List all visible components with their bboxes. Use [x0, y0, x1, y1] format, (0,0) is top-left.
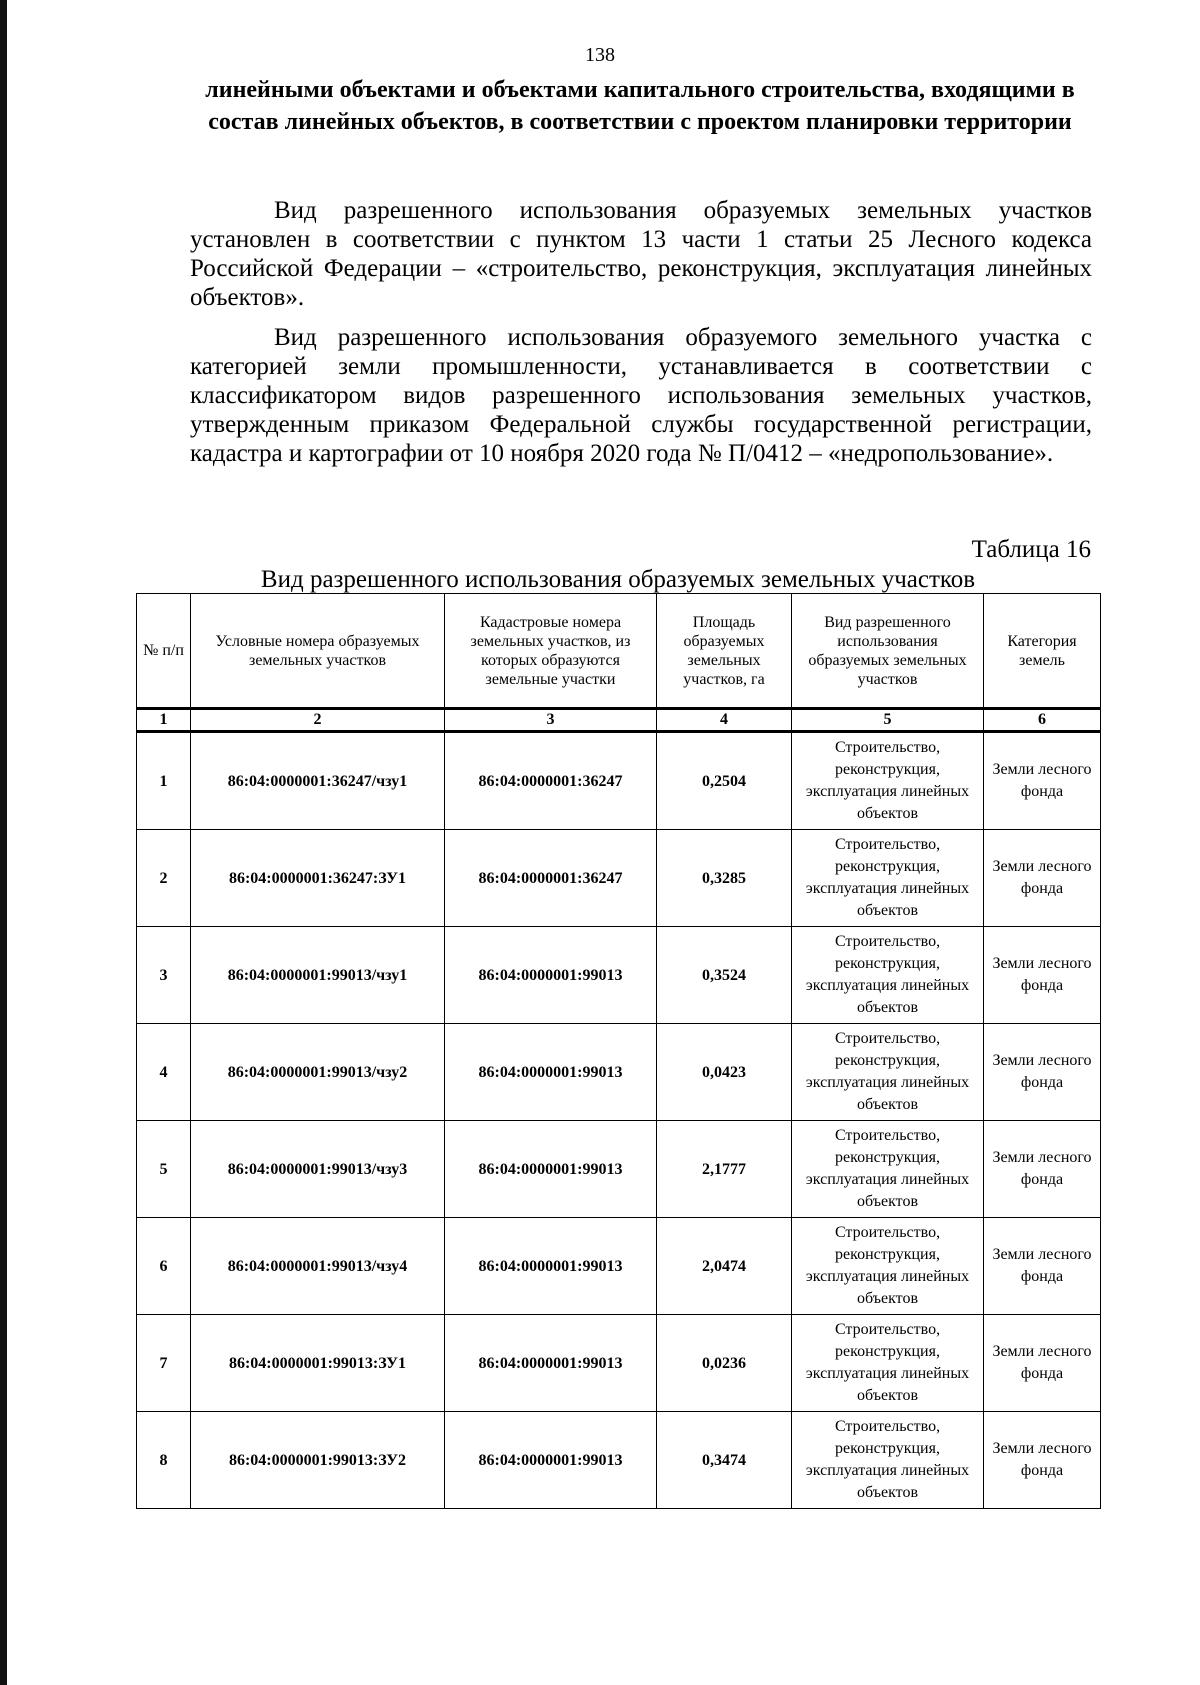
- permitted-use: Строительство, реконструкция, эксплуатация линейных объектов: [792, 1412, 984, 1509]
- row-number: 8: [137, 1412, 191, 1509]
- plot-number: 86:04:0000001:99013/чзу4: [191, 1218, 445, 1315]
- column-number-row: [137, 709, 1101, 732]
- column-number: 2: [191, 709, 445, 732]
- cadastral-number: 86:04:0000001:99013: [445, 1218, 657, 1315]
- plot-area: 2,1777: [657, 1121, 792, 1218]
- plot-area: 0,0423: [657, 1024, 792, 1121]
- row-number: 5: [137, 1121, 191, 1218]
- row-number: 6: [137, 1218, 191, 1315]
- permitted-use: Строительство, реконструкция, эксплуатация линейных объектов: [792, 1315, 984, 1412]
- column-number: 3: [445, 709, 657, 732]
- table-row: [137, 732, 1101, 830]
- header-cell-number: № п/п: [137, 594, 191, 709]
- table-number-label: Таблица 16: [971, 536, 1091, 563]
- table-row: [137, 830, 1101, 927]
- land-category: Земли лесного фонда: [984, 1315, 1101, 1412]
- land-category: Земли лесного фонда: [984, 830, 1101, 927]
- permitted-use: Строительство, реконструкция, эксплуатация линейных объектов: [792, 1218, 984, 1315]
- land-plots-table: [136, 593, 1101, 1509]
- table-row: [137, 927, 1101, 1024]
- cadastral-number: 86:04:0000001:99013: [445, 1024, 657, 1121]
- table-row: [137, 1315, 1101, 1412]
- permitted-use: Строительство, реконструкция, эксплуатация линейных объектов: [792, 1024, 984, 1121]
- plot-area: 0,3474: [657, 1412, 792, 1509]
- header-cell-plot-number: Условные номера образуемых земельных участков: [191, 594, 445, 709]
- row-number: 4: [137, 1024, 191, 1121]
- land-category: Земли лесного фонда: [984, 1412, 1101, 1509]
- plot-area: 0,3524: [657, 927, 792, 1024]
- permitted-use: Строительство, реконструкция, эксплуатация линейных объектов: [792, 732, 984, 830]
- table-row: [137, 1218, 1101, 1315]
- permitted-use: Строительство, реконструкция, эксплуатация линейных объектов: [792, 830, 984, 927]
- table-row: [137, 1121, 1101, 1218]
- land-category: Земли лесного фонда: [984, 1121, 1101, 1218]
- section-heading: линейными объектами и объектами капитального строительства, входящими в состав линейных объектов, в соответствии с проектом планировки территории: [205, 77, 1075, 135]
- plot-number: 86:04:0000001:99013:ЗУ1: [191, 1315, 445, 1412]
- column-number: 5: [792, 709, 984, 732]
- column-number: 6: [984, 709, 1101, 732]
- land-category: Земли лесного фонда: [984, 927, 1101, 1024]
- row-number: 7: [137, 1315, 191, 1412]
- paragraph-2: [190, 323, 1092, 468]
- column-number: 1: [137, 709, 191, 732]
- plot-number: 86:04:0000001:99013:ЗУ2: [191, 1412, 445, 1509]
- plot-area: 0,3285: [657, 830, 792, 927]
- cadastral-number: 86:04:0000001:99013: [445, 1412, 657, 1509]
- land-category: Земли лесного фонда: [984, 732, 1101, 830]
- header-cell-land-category: Категория земель: [984, 594, 1101, 709]
- cadastral-number: 86:04:0000001:99013: [445, 1121, 657, 1218]
- plot-number: 86:04:0000001:36247:ЗУ1: [191, 830, 445, 927]
- row-number: 3: [137, 927, 191, 1024]
- plot-number: 86:04:0000001:36247/чзу1: [191, 732, 445, 830]
- paragraph-1: [190, 196, 1092, 312]
- table-row: [137, 1024, 1101, 1121]
- scan-left-edge: [0, 0, 7, 1685]
- column-number: 4: [657, 709, 792, 732]
- table-title: Вид разрешенного использования образуемых земельных участков: [260, 566, 976, 593]
- header-cell-area: Площадь образуемых земельных участков, га: [657, 594, 792, 709]
- cadastral-number: 86:04:0000001:36247: [445, 830, 657, 927]
- plot-number: 86:04:0000001:99013/чзу3: [191, 1121, 445, 1218]
- land-category: Земли лесного фонда: [984, 1024, 1101, 1121]
- plot-number: 86:04:0000001:99013/чзу1: [191, 927, 445, 1024]
- plot-area: 0,2504: [657, 732, 792, 830]
- table-row: [137, 1412, 1101, 1509]
- header-cell-cadastral-number: Кадастровые номера земельных участков, из которых образуются земельные участки: [445, 594, 657, 709]
- row-number: 2: [137, 830, 191, 927]
- permitted-use: Строительство, реконструкция, эксплуатация линейных объектов: [792, 927, 984, 1024]
- plot-number: 86:04:0000001:99013/чзу2: [191, 1024, 445, 1121]
- cadastral-number: 86:04:0000001:99013: [445, 927, 657, 1024]
- header-cell-permitted-use: Вид разрешенного использования образуемых земельных участков: [792, 594, 984, 709]
- row-number: 1: [137, 732, 191, 830]
- page-number: 138: [585, 44, 615, 66]
- cadastral-number: 86:04:0000001:99013: [445, 1315, 657, 1412]
- permitted-use: Строительство, реконструкция, эксплуатация линейных объектов: [792, 1121, 984, 1218]
- plot-area: 2,0474: [657, 1218, 792, 1315]
- cadastral-number: 86:04:0000001:36247: [445, 732, 657, 830]
- land-category: Земли лесного фонда: [984, 1218, 1101, 1315]
- paragraph-1-text: Вид разрешенного использования образуемых земельных участков установлен в соответствии с пунктом 13 части 1 статьи 25 Лесного кодекса Российской Федерации – «строительство, реконструкция, эксплуатация линейных объектов».: [190, 197, 1092, 311]
- table-header-row: [137, 594, 1101, 709]
- plot-area: 0,0236: [657, 1315, 792, 1412]
- paragraph-2-text: Вид разрешенного использования образуемого земельного участка с категорией земли промышленности, устанавливается в соответствии с классификатором видов разрешенного использования земельных участков, утвержденным приказом Федеральной службы государственной регистрации, кадастра и картографии от 10 ноября 2020 года № П/0412 – «недропользование».: [190, 324, 1092, 467]
